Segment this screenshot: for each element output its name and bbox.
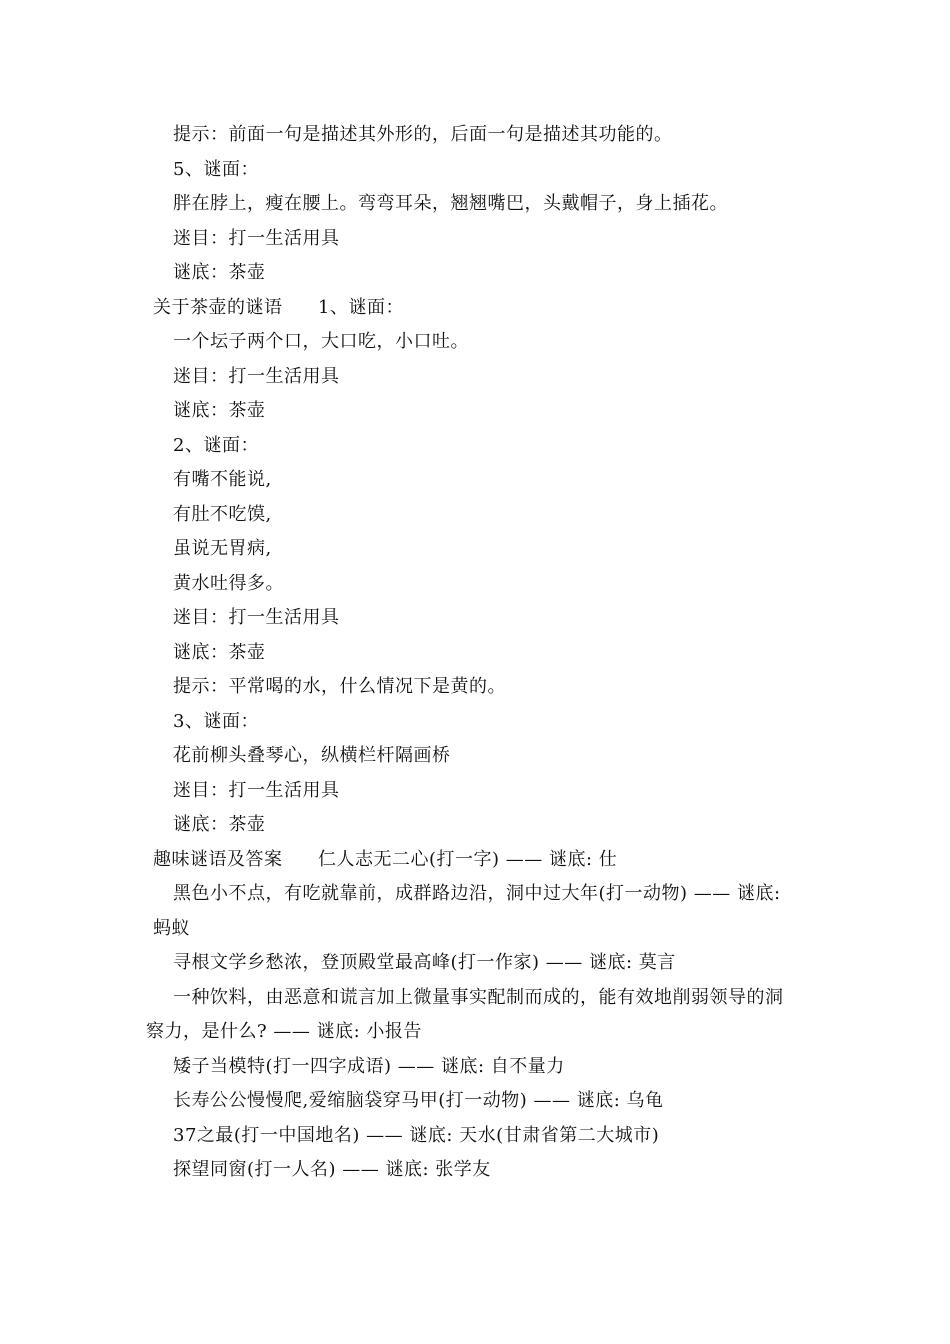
riddle-text-line: 有肚不吃馍, [173, 503, 272, 525]
hint-text: 提示：平常喝的水，什么情况下是黄的。 [173, 676, 506, 697]
riddle-item-continuation: 蚂蚁 [153, 917, 190, 939]
riddle-number: 3、谜面： [173, 710, 259, 732]
riddle-item: 黑色小不点，有吃就靠前，成群路边沿，洞中过大年(打一动物) —— 谜底: [173, 883, 781, 904]
riddle-item: 探望同窗(打一人名) —— 谜底: 张学友 [173, 1159, 491, 1180]
section-heading: 趣味谜语及答案 [153, 848, 283, 870]
hint-text: 提示：前面一句是描述其外形的，后面一句是描述其功能的。 [173, 124, 673, 145]
riddle-answer: 谜底：茶壶 [173, 400, 266, 421]
riddle-answer: 谜底：茶壶 [173, 814, 266, 835]
riddle-category: 迷目：打一生活用具 [173, 365, 340, 387]
riddle-text: 胖在脖上，瘦在腰上。弯弯耳朵，翘翘嘴巴，头戴帽子，身上插花。 [173, 193, 728, 214]
riddle-item: 寻根文学乡愁浓，登顶殿堂最高峰(打一作家) —— 谜底: 莫言 [173, 952, 676, 973]
riddle-number: 1、谜面： [318, 296, 404, 318]
teapot-section-heading-row [0, 291, 950, 326]
riddle-text: 花前柳头叠琴心，纵横栏杆隔画桥 [173, 745, 451, 766]
riddle-item: 矮子当模特(打一四字成语) —— 谜底: 自不量力 [173, 1055, 565, 1077]
riddle-text-line: 黄水吐得多。 [173, 572, 284, 594]
riddle-item: 仁人志无二心(打一字) —— 谜底: 仕 [318, 848, 618, 870]
riddle-answer: 谜底：茶壶 [173, 262, 266, 283]
riddle-answer: 谜底：茶壶 [173, 641, 266, 663]
riddle-text-line: 虽说无胃病, [173, 538, 272, 559]
riddle-category: 迷目：打一生活用具 [173, 227, 340, 249]
riddle-item-continuation: 察力，是什么? —— 谜底: 小报告 [146, 1021, 422, 1042]
riddle-item: 37之最(打一中国地名) —— 谜底: 天水(甘肃省第二大城市) [173, 1124, 660, 1146]
riddle-text-line: 有嘴不能说, [173, 469, 272, 490]
riddle-item: 长寿公公慢慢爬,爱缩脑袋穿马甲(打一动物) —— 谜底: 乌龟 [173, 1090, 664, 1111]
section-heading: 关于茶壶的谜语 [153, 296, 283, 318]
riddle-category: 迷目：打一生活用具 [173, 779, 340, 801]
riddle-number: 5、谜面： [173, 158, 259, 180]
document-body [0, 118, 950, 1188]
riddle-item: 一种饮料，由恶意和谎言加上微量事实配制而成的，能有效地削弱领导的洞 [173, 986, 784, 1008]
riddle-text: 一个坛子两个口，大口吃，小口吐。 [173, 331, 469, 352]
riddle-category: 迷目：打一生活用具 [173, 607, 340, 628]
fun-section-heading-row [0, 843, 950, 878]
riddle-number: 2、谜面： [173, 434, 259, 456]
